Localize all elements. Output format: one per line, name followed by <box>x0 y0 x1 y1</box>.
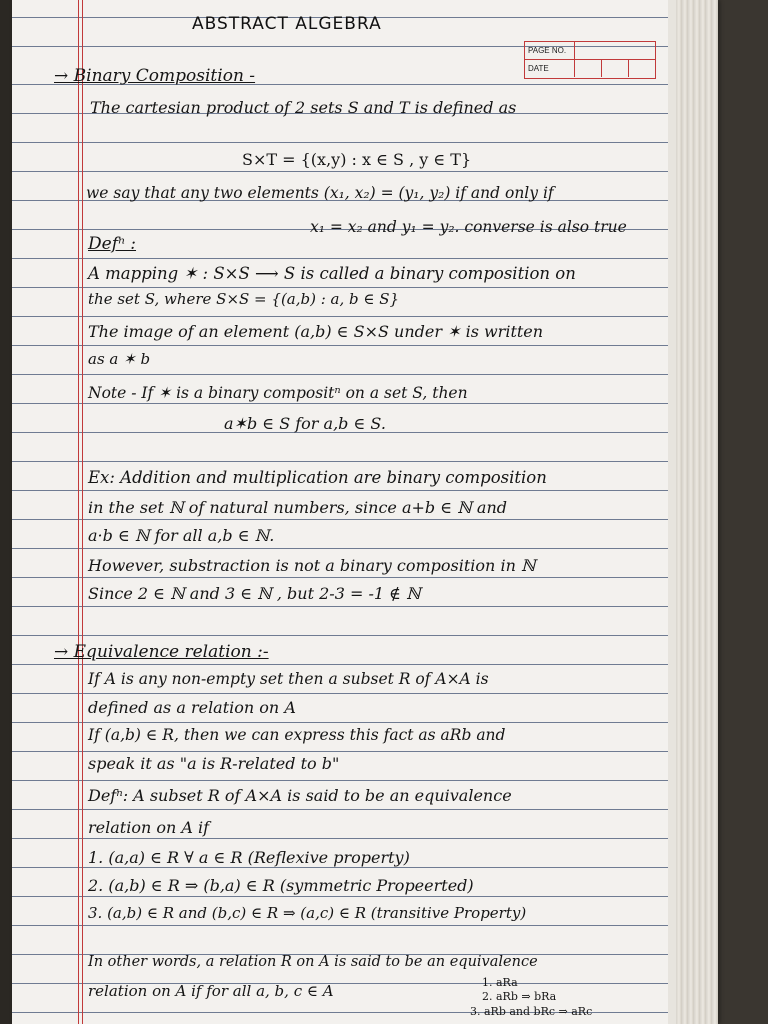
page-stack-edge <box>676 0 718 1024</box>
text-line: If A is any non-empty set then a subset R of A×A is <box>88 670 489 688</box>
example-line: Ex: Addition and multiplication are binary composition <box>88 468 547 487</box>
page-title: ABSTRACT ALGEBRA <box>192 14 382 34</box>
page-no-label: PAGE NO. <box>525 42 575 59</box>
text-line: as a ✶ b <box>88 350 151 368</box>
math-formula: S×T = {(x,y) : x ∈ S , y ∈ T} <box>242 150 472 169</box>
condition-reflexive: 1. aRa <box>482 976 518 989</box>
date-label: DATE <box>525 60 575 77</box>
text-line: The cartesian product of 2 sets S and T is defined as <box>90 98 517 117</box>
text-line: we say that any two elements (x₁, x₂) = (y₁, y₂) if and only if <box>86 184 554 202</box>
text-line: However, substraction is not a binary composition in ℕ <box>88 556 536 575</box>
text-line: The image of an element (a,b) ∈ S×S under ✶ is written <box>88 322 544 341</box>
text-line: the set S, where S×S = {(a,b) : a, b ∈ S} <box>88 290 400 308</box>
heading-definition: Defⁿ : <box>88 234 137 254</box>
text-line: in the set ℕ of natural numbers, since a+b ∈ ℕ and <box>88 498 507 517</box>
condition-symmetric: 2. aRb ⇒ bRa <box>482 990 557 1003</box>
definition-line: Defⁿ: A subset R of A×A is said to be an equivalence <box>88 786 512 805</box>
math-formula: a✶b ∈ S for a,b ∈ S. <box>224 414 386 433</box>
margin-line <box>78 0 83 1024</box>
text-line: a·b ∈ ℕ for all a,b ∈ ℕ. <box>88 526 275 545</box>
text-line: In other words, a relation R on A is said to be an equivalence <box>88 954 538 970</box>
condition-transitive: 3. aRb and bRc ⇒ aRc <box>470 1005 593 1018</box>
text-line: Since 2 ∈ ℕ and 3 ∈ ℕ , but 2-3 = -1 ∉ ℕ <box>88 584 421 603</box>
text-line: If (a,b) ∈ R, then we can express this fact as aRb and <box>88 726 506 744</box>
property-symmetric: 2. (a,b) ∈ R ⇒ (b,a) ∈ R (symmetric Propeerted) <box>88 876 474 895</box>
property-transitive: 3. (a,b) ∈ R and (b,c) ∈ R ⇒ (a,c) ∈ R (transitive Property) <box>88 904 527 922</box>
text-line: relation on A if for all a, b, c ∈ A <box>88 982 334 1000</box>
note-line: Note - If ✶ is a binary compositⁿ on a set S, then <box>88 384 468 402</box>
page-date-box <box>524 41 656 79</box>
heading-binary-composition: → Binary Composition - <box>54 66 256 86</box>
text-line: defined as a relation on A <box>88 698 296 717</box>
text-line: A mapping ✶ : S×S ⟶ S is called a binary composition on <box>88 264 576 283</box>
text-line: x₁ = x₂ and y₁ = y₂. converse is also true <box>310 218 627 236</box>
notebook-binding <box>0 0 12 1024</box>
property-reflexive: 1. (a,a) ∈ R ∀ a ∈ R (Reflexive property) <box>88 848 410 867</box>
text-line: relation on A if <box>88 818 210 837</box>
heading-equivalence-relation: → Equivalence relation :- <box>54 642 269 662</box>
text-line: speak it as "a is R-related to b" <box>88 754 340 773</box>
notebook-page <box>12 0 718 1024</box>
